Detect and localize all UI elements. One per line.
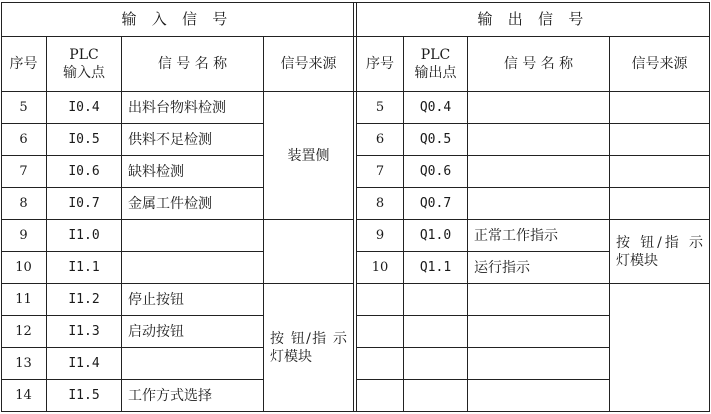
input-row-name: 停止按钮 — [128, 291, 184, 308]
output-header-seq: 序号 — [366, 56, 394, 72]
input-row-name: 工作方式选择 — [128, 387, 212, 404]
input-row-point: I1.3 — [68, 323, 100, 339]
input-header-plc-line2: 输入点 — [63, 65, 105, 81]
output-row-point: Q0.5 — [419, 131, 452, 147]
input-row-point: I0.5 — [68, 131, 100, 147]
input-row-name: 金属工件检测 — [128, 195, 212, 212]
input-signals-title: 输 入 信 号 — [121, 10, 233, 28]
input-header-seq: 序号 — [9, 56, 38, 72]
output-row-name: 运行指示 — [474, 259, 530, 276]
input-row-seq: 9 — [19, 227, 28, 243]
input-source-device-side: 装置侧 — [287, 147, 330, 164]
input-row-name: 出料台物料检测 — [128, 99, 226, 116]
output-header-plc-line2: 输出点 — [414, 65, 457, 81]
output-row-name — [468, 188, 609, 219]
output-row-name — [468, 92, 609, 123]
output-row-name — [468, 124, 609, 155]
output-row-point: Q0.7 — [419, 195, 452, 211]
output-row-point: Q0.6 — [419, 163, 452, 179]
input-header-plc — [47, 37, 121, 91]
input-row-name — [122, 252, 263, 283]
input-row-name: 缺料检测 — [128, 163, 184, 180]
input-row-point: I1.2 — [68, 291, 100, 307]
output-row-seq: 7 — [375, 163, 385, 179]
output-header-plc-line1: PLC — [420, 47, 451, 63]
input-row-seq: 11 — [15, 291, 32, 307]
input-row-point: I0.4 — [68, 99, 100, 115]
input-row-name — [122, 348, 263, 379]
output-row-seq: 5 — [375, 99, 385, 115]
input-header-name: 信 号 名 称 — [157, 56, 228, 72]
input-row-seq: 13 — [15, 355, 32, 371]
output-row-seq: 8 — [375, 195, 385, 211]
output-source-button-module: 按 钮/指 示 灯模块 — [616, 234, 703, 269]
input-row-name: 启动按钮 — [128, 323, 184, 340]
input-source-button-module: 按 钮/指 示 灯模块 — [270, 330, 347, 365]
output-row-name: 正常工作指示 — [474, 227, 558, 244]
input-row-point: I1.5 — [68, 387, 100, 403]
input-row-name — [122, 220, 263, 251]
output-row-point: Q0.4 — [419, 99, 452, 115]
output-header-name: 信 号 名 称 — [503, 56, 574, 72]
io-allocation-table — [1, 2, 710, 412]
input-row-seq: 14 — [15, 387, 32, 403]
input-row-point: I0.7 — [68, 195, 100, 211]
input-row-point: I1.4 — [68, 355, 100, 371]
input-row-seq: 12 — [15, 323, 32, 339]
input-row-point: I1.0 — [68, 227, 100, 243]
output-header-source: 信号来源 — [631, 56, 688, 72]
input-row-seq: 5 — [19, 99, 28, 115]
output-row-seq: 6 — [375, 131, 385, 147]
output-row-point: Q1.0 — [419, 227, 452, 243]
input-header-plc-line1: PLC — [69, 47, 99, 63]
output-signals-title: 输 出 信 号 — [477, 10, 589, 28]
input-header-source: 信号来源 — [280, 56, 337, 72]
output-row-point: Q1.1 — [419, 259, 452, 275]
input-row-seq: 6 — [19, 131, 28, 147]
output-row-seq: 10 — [371, 259, 389, 275]
input-row-seq: 8 — [19, 195, 28, 211]
input-row-name: 供料不足检测 — [128, 131, 212, 148]
output-row-name — [468, 156, 609, 187]
input-row-seq: 7 — [19, 163, 28, 179]
output-row-seq: 9 — [375, 227, 385, 243]
input-row-point: I1.1 — [68, 259, 100, 275]
input-row-point: I0.6 — [68, 163, 100, 179]
input-row-seq: 10 — [15, 259, 32, 275]
output-header-plc — [404, 37, 467, 91]
